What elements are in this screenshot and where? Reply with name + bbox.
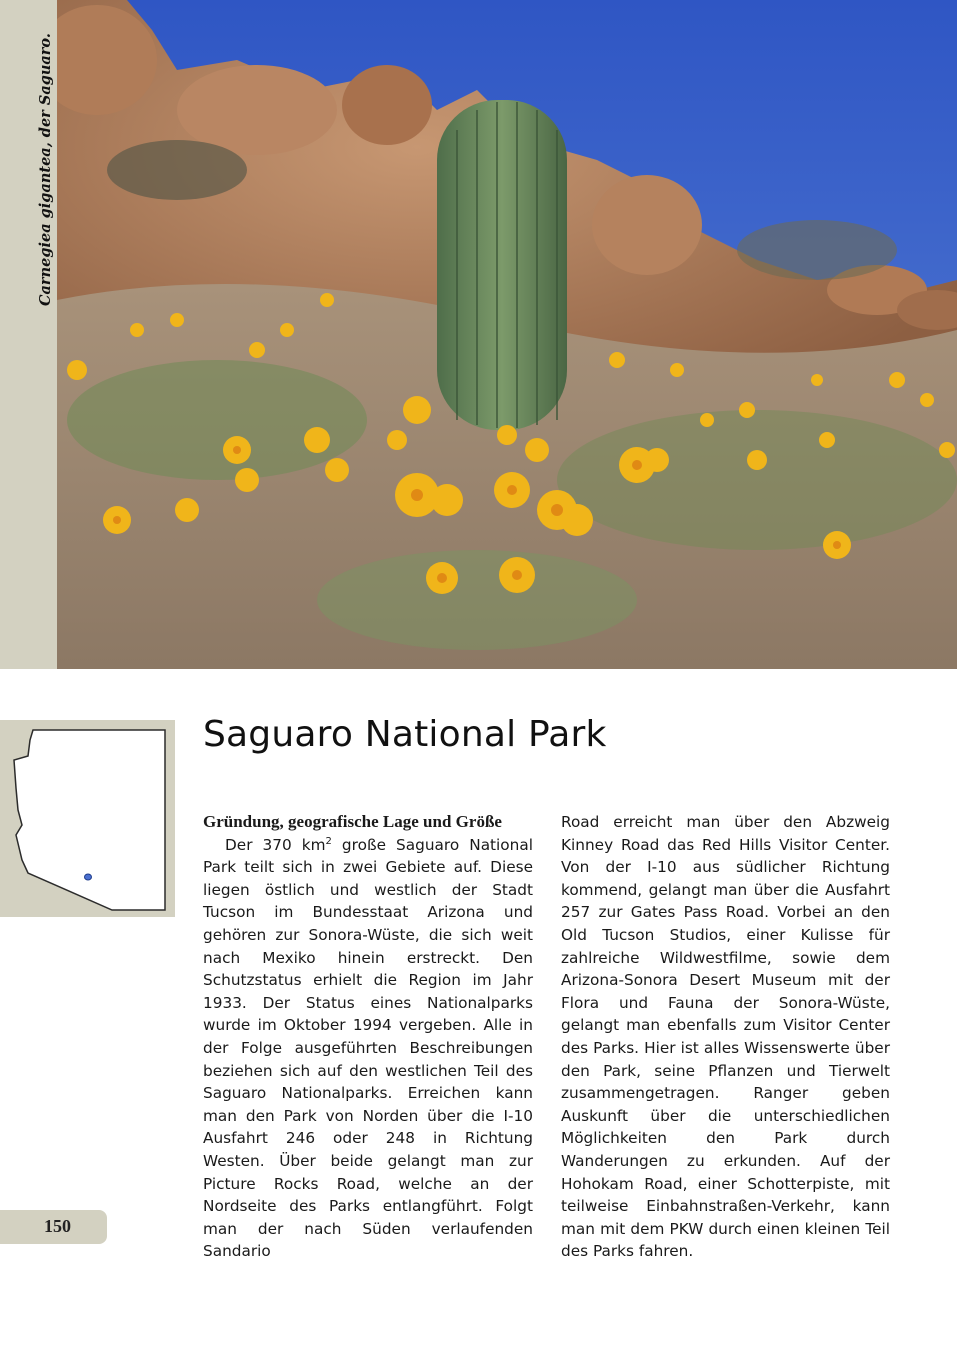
superscript-2: 2	[325, 835, 332, 847]
arizona-map-icon	[0, 720, 175, 917]
text-column-2	[561, 811, 890, 1263]
page-number: 150	[44, 1216, 71, 1236]
text-column-1	[203, 811, 533, 1263]
body-paragraph	[203, 834, 533, 1263]
body-paragraph-continued: Road erreicht man über den Abzweig Kinney Road das Red Hills Visitor Center. Von der I-10 aus südlicher Richtung kommend, gelangt man über die Ausfahrt 257 zur Gates Pass Road. Vorbei an den Old Tucson Studios, einer Kulisse für zahlreiche Wildwestfilme, sowie dem Arizona-Sonora Desert Museum mit der Flora und Fauna der Sonora-Wüste, gelangt man ebenfalls zum Visitor Center des Parks. Hier ist alles Wissenswerte über den Park, seine Pflanzen und Tierwelt zusammengetragen. Ranger geben Auskunft über die unterschiedlichen Möglichkeiten den Park durch Wanderungen zu erkunden. Auf der Hohokam Road, einer Schotterpiste, mit teilweise Einbahnstraßen-Verkehr, kann man mit dem PKW durch einen kleinen Teil des Parks fahren.	[561, 813, 890, 1261]
photo-caption	[37, 33, 54, 306]
section-heading: Gründung, geografische Lage und Größe	[203, 812, 502, 831]
page-title: Saguaro National Park	[203, 714, 607, 755]
para-start: Der 370 km	[225, 835, 326, 854]
arizona-locator-map	[0, 720, 175, 917]
saguaro-photo	[57, 0, 957, 669]
saguaro-cactus-photo-illustration	[57, 0, 957, 669]
para-rest: große Saguaro National Park teilt sich in zwei Gebiete auf. Diese liegen östlich und westlich der Stadt Tucson im Bundesstaat Arizona und gehören zur Sonora-Wüste, die sich weit nach Mexiko hinein erstreckt. Den Schutzstatus erhielt die Region im Jahr 1933. Der Status eines Nationalparks wurde im Oktober 1994 vergeben. Alle in der Folge ausgeführten Beschreibungen beziehen sich auf den westlichen Teil des Saguaro Nationalparks. Erreichen kann man den Park von Norden über die I-10 Ausfahrt 246 oder 248 in Richtung Westen. Über beide gelangt man zur Picture Rocks Road, welche an der Nordseite des Parks entlangführt. Folgt man der nach Süden verlaufenden Sandario	[203, 835, 533, 1261]
caption-rest: , der Saguaro.	[37, 33, 54, 148]
caption-species: Carnegiea gigantea	[37, 147, 54, 306]
photo-caption-area	[0, 0, 57, 669]
